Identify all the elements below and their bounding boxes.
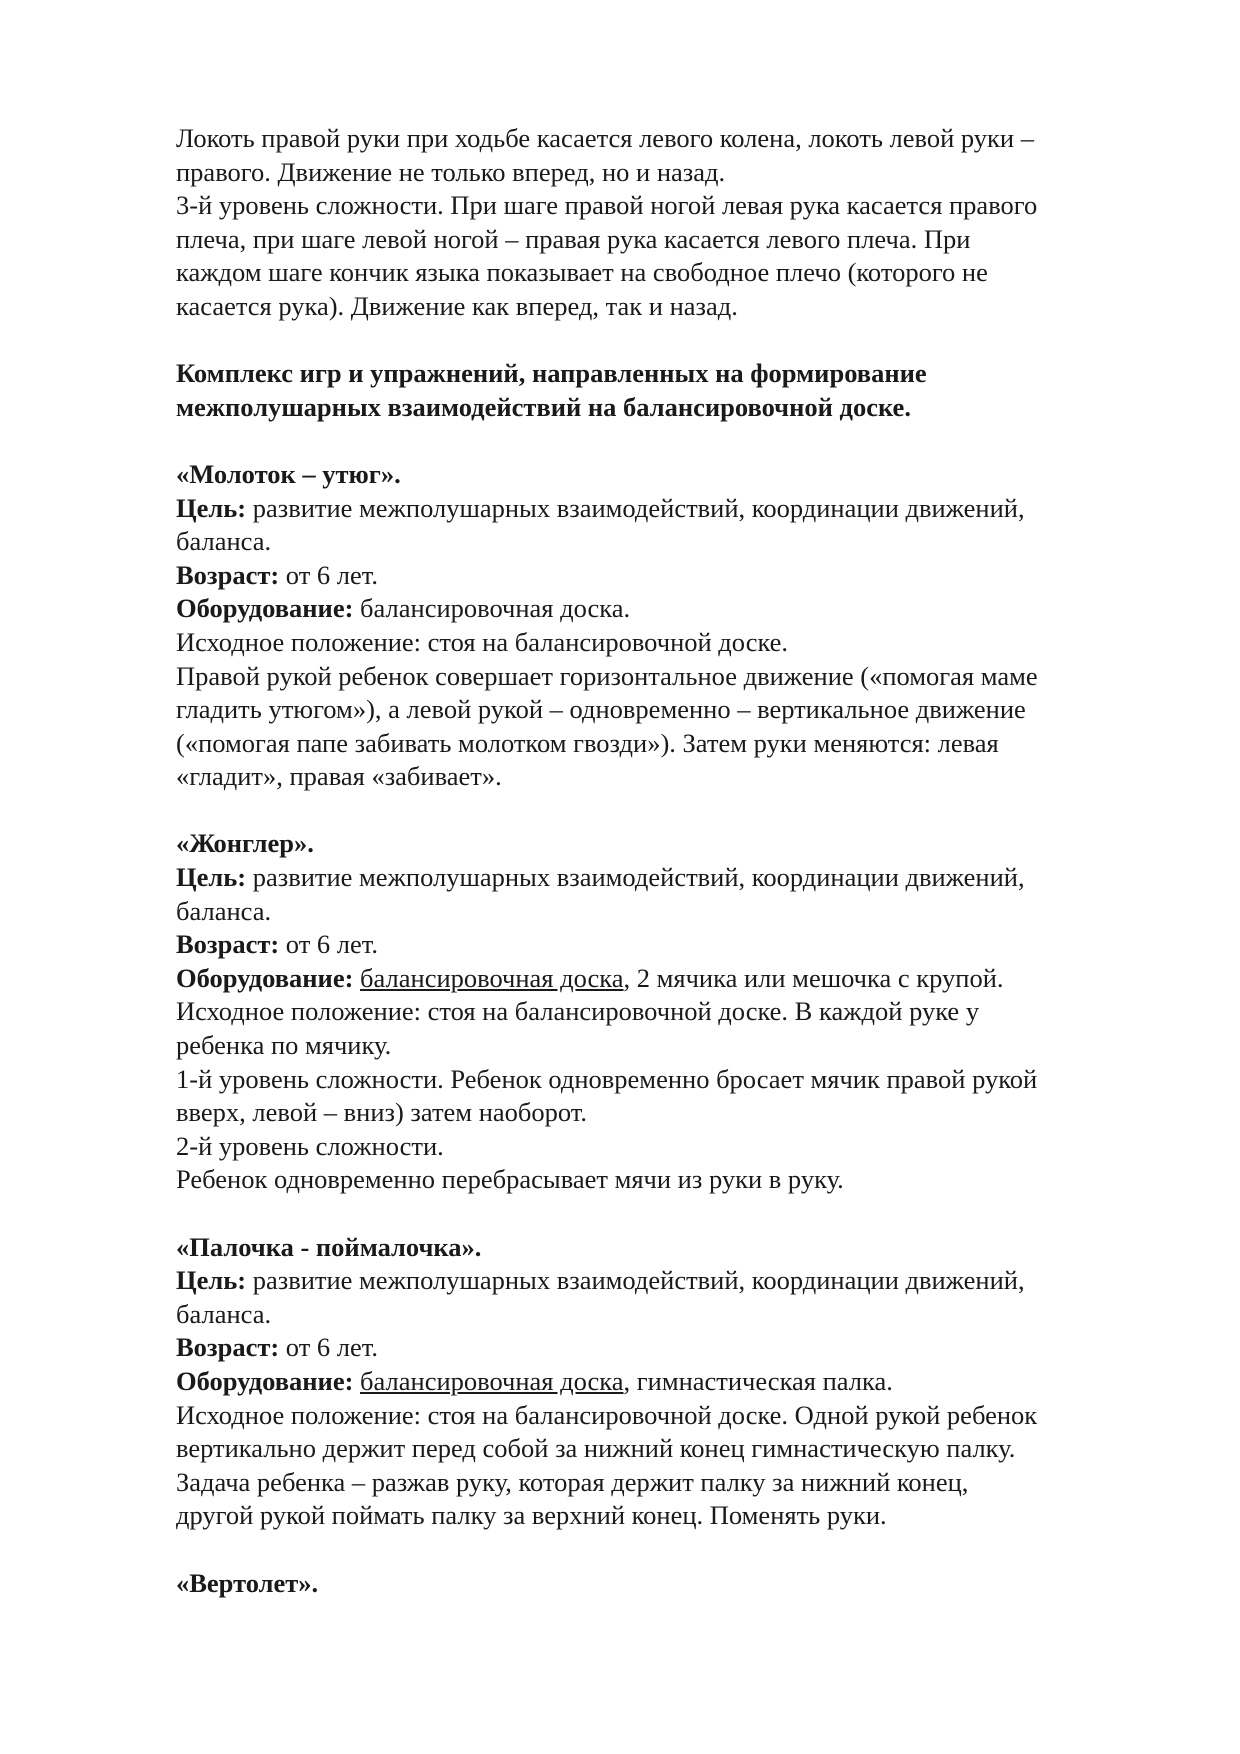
game-molotok-utyug bbox=[176, 458, 1176, 794]
game-title: «Жонглер». bbox=[176, 828, 314, 859]
spacer bbox=[176, 794, 1176, 828]
goal-line bbox=[176, 1264, 1176, 1298]
age-line bbox=[176, 559, 1176, 593]
goal-text: развитие межполушарных взаимодействий, координации движений, bbox=[246, 862, 1025, 893]
goal-text: развитие межполушарных взаимодействий, координации движений, bbox=[246, 492, 1025, 523]
equipment-line bbox=[176, 962, 1176, 996]
text-line: вверх, левой – вниз) затем наоборот. bbox=[176, 1097, 587, 1128]
age-label: Возраст: bbox=[176, 1332, 280, 1363]
section-heading bbox=[176, 357, 1176, 424]
text-line: Исходное положение: стоя на балансировочной доске. В каждой руке у bbox=[176, 996, 980, 1027]
age-value: от 6 лет. bbox=[279, 559, 378, 590]
spacer bbox=[176, 1533, 1176, 1567]
game-title: «Вертолет». bbox=[176, 1567, 319, 1598]
text-line: Задача ребенка – разжав руку, которая держит палку за нижний конец, bbox=[176, 1466, 969, 1497]
game-title: «Молоток – утюг». bbox=[176, 458, 401, 489]
text-line: 2-й уровень сложности. bbox=[176, 1130, 444, 1161]
age-line bbox=[176, 1331, 1176, 1365]
equipment-link[interactable]: балансировочная доска bbox=[360, 962, 624, 993]
goal-label: Цель: bbox=[176, 1265, 247, 1296]
equipment-rest: , 2 мячика или мешочка с крупой. bbox=[623, 962, 1004, 993]
age-label: Возраст: bbox=[176, 929, 280, 960]
text-line: 3-й уровень сложности. При шаге правой ногой левая рука касается правого bbox=[176, 190, 1038, 221]
section-heading-line: Комплекс игр и упражнений, направленных на формирование bbox=[176, 358, 927, 389]
goal-label: Цель: bbox=[176, 862, 247, 893]
text-line: другой рукой поймать палку за верхний конец. Поменять руки. bbox=[176, 1500, 887, 1531]
spacer bbox=[176, 324, 1176, 358]
spacer bbox=[176, 1197, 1176, 1231]
text-line: касается рука). Движение как вперед, так и назад. bbox=[176, 290, 738, 321]
equipment-line bbox=[176, 1365, 1176, 1399]
age-value: от 6 лет. bbox=[279, 929, 378, 960]
text-line: правого. Движение не только вперед, но и назад. bbox=[176, 156, 726, 187]
goal-line bbox=[176, 861, 1176, 895]
text-line: («помогая папе забивать молотком гвозди»). Затем руки меняются: левая bbox=[176, 727, 999, 758]
intro-paragraph bbox=[176, 122, 1176, 324]
text-line: ребенка по мячику. bbox=[176, 1030, 392, 1061]
equipment-label: Оборудование: bbox=[176, 962, 354, 993]
goal-line-continued: баланса. bbox=[176, 895, 272, 926]
text-line: Исходное положение: стоя на балансировочной доске. bbox=[176, 626, 789, 657]
text-line: Исходное положение: стоя на балансировочной доске. Одной рукой ребенок bbox=[176, 1399, 1038, 1430]
section-heading-line: межполушарных взаимодействий на балансировочной доске. bbox=[176, 391, 911, 422]
age-value: от 6 лет. bbox=[279, 1332, 378, 1363]
equipment-link[interactable]: балансировочная доска bbox=[360, 1365, 624, 1396]
game-zhongler bbox=[176, 827, 1176, 1197]
game-palochka-poymalochka bbox=[176, 1231, 1176, 1533]
age-line bbox=[176, 928, 1176, 962]
spacer bbox=[176, 424, 1176, 458]
equipment-line bbox=[176, 592, 1176, 626]
age-label: Возраст: bbox=[176, 559, 280, 590]
text-line: 1-й уровень сложности. Ребенок одновременно бросает мячик правой рукой bbox=[176, 1063, 1038, 1094]
equipment-label: Оборудование: bbox=[176, 593, 354, 624]
text-line: Локоть правой руки при ходьбе касается левого колена, локоть левой руки – bbox=[176, 123, 1034, 153]
text-line: плеча, при шаге левой ногой – правая рука касается левого плеча. При bbox=[176, 223, 971, 254]
game-vertolet bbox=[176, 1567, 1176, 1601]
text-line: гладить утюгом»), а левой рукой – одновременно – вертикальное движение bbox=[176, 694, 1026, 725]
text-line: Правой рукой ребенок совершает горизонтальное движение («помогая маме bbox=[176, 660, 1038, 691]
equipment-rest: , гимнастическая палка. bbox=[623, 1365, 893, 1396]
equipment-value: балансировочная доска. bbox=[353, 593, 631, 624]
text-line: «гладит», правая «забивает». bbox=[176, 761, 502, 792]
goal-line-continued: баланса. bbox=[176, 1298, 272, 1329]
equipment-label: Оборудование: bbox=[176, 1365, 354, 1396]
game-title: «Палочка - поймалочка». bbox=[176, 1231, 482, 1262]
goal-line-continued: баланса. bbox=[176, 526, 272, 557]
goal-text: развитие межполушарных взаимодействий, координации движений, bbox=[246, 1265, 1025, 1296]
document-page bbox=[176, 122, 1176, 1600]
text-line: вертикально держит перед собой за нижний конец гимнастическую палку. bbox=[176, 1433, 1016, 1464]
goal-line bbox=[176, 492, 1176, 526]
text-line: Ребенок одновременно перебрасывает мячи из руки в руку. bbox=[176, 1164, 844, 1195]
text-line: каждом шаге кончик языка показывает на свободное плечо (которого не bbox=[176, 257, 988, 288]
goal-label: Цель: bbox=[176, 492, 247, 523]
